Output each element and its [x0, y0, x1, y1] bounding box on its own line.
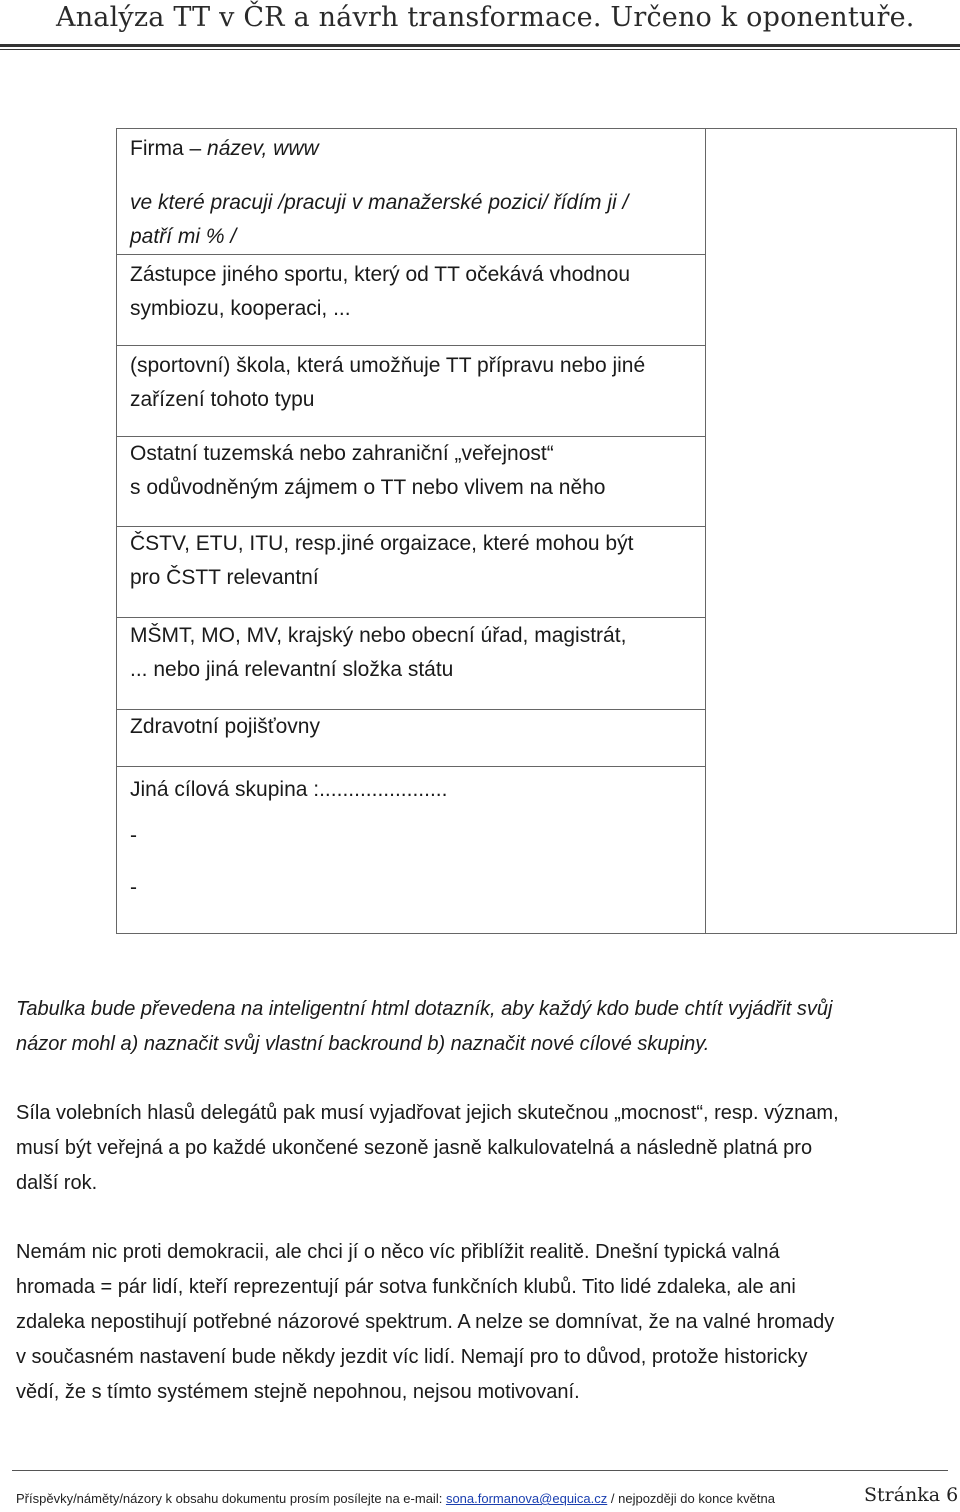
paragraph-line: musí být veřejná a po každé ukončené sezoně jasně kalkulovatelná a následně platná pro — [16, 1137, 813, 1159]
table-cell-line: (sportovní) škola, která umožňuje TT přípravu nebo jiné — [130, 354, 646, 377]
table-cell-line: ČSTV, ETU, ITU, resp.jiné orgaizace, které mohou být — [130, 532, 634, 555]
table-row — [117, 129, 957, 255]
table-cell-line: - — [130, 876, 137, 899]
table-cell-label — [117, 346, 706, 437]
paragraph-democracy — [16, 1235, 834, 1410]
paragraph-line: Nemám nic proti demokracii, ale chci jí o něco víc přiblížit realitě. Dnešní typická valná — [16, 1241, 780, 1263]
table-cell-label — [117, 255, 706, 346]
page-number: Stránka 6 — [864, 1484, 959, 1506]
footer-email-link[interactable]: sona.formanova@equica.cz — [445, 1491, 608, 1506]
table-cell-line: s odůvodněným zájmem o TT nebo vlivem na něho — [130, 476, 606, 499]
table-cell-line: Zdravotní pojišťovny — [130, 715, 320, 738]
table-cell-label — [117, 710, 706, 767]
table-cell-label — [117, 437, 706, 527]
table-cell-label — [117, 618, 706, 710]
table-cell-label — [117, 767, 706, 934]
paragraph-line: další rok. — [16, 1172, 98, 1194]
table-answer-column[interactable] — [706, 129, 957, 934]
header-rule-thin — [0, 49, 960, 50]
page-header — [0, 0, 960, 50]
firma-name-placeholder: název, www — [207, 137, 319, 160]
target-groups-table — [116, 128, 957, 934]
footer-rule — [12, 1470, 948, 1471]
table-cell-label — [117, 527, 706, 618]
table-cell-label — [117, 129, 706, 255]
table-cell-line: pro ČSTT relevantní — [130, 566, 319, 589]
paragraph-line: názor mohl a) naznačit svůj vlastní backround b) naznačit nové cílové skupiny. — [16, 1033, 710, 1055]
footer-note — [16, 1491, 775, 1506]
paragraph-line: v současném nastavení bude někdy jezdit víc lidí. Nemají pro to důvod, protože historicky — [16, 1346, 808, 1368]
table-cell-line: symbiozu, kooperaci, ... — [130, 297, 351, 320]
paragraph-line: Síla volebních hlasů delegátů pak musí vyjadřovat jejich skutečnou „mocnost“, resp. význam, — [16, 1102, 839, 1124]
table-cell-line: zařízení tohoto typu — [130, 388, 315, 411]
paragraph-table-note — [16, 992, 832, 1062]
paragraph-line: zdaleka nepostihují potřebné názorové spektrum. A nelze se domnívat, že na valné hromady — [16, 1311, 835, 1333]
header-rule-thick — [0, 44, 960, 47]
paragraph-line: Tabulka bude převedena na inteligentní html dotazník, aby každý kdo bude chtít vyjádřit svůj — [16, 998, 833, 1020]
paragraph-voting-power — [16, 1096, 839, 1201]
table-cell-line: MŠMT, MO, MV, krajský nebo obecní úřad, magistrát, — [130, 624, 627, 647]
table-cell-line: ... nebo jiná relevantní složka státu — [130, 658, 454, 681]
table-cell-line: Jiná cílová skupina :...................... — [130, 778, 448, 801]
footer-text-before: Příspěvky/náměty/názory k obsahu dokumentu prosím posílejte na e-mail: — [16, 1491, 446, 1506]
paragraph-line: hromada = pár lidí, kteří reprezentují pár sotva funkčních klubů. Tito lidé zdaleka, ale ani — [16, 1276, 796, 1298]
footer-text-after: / nejpozději do konce května — [607, 1491, 775, 1506]
table-cell-line: patří mi % / — [130, 225, 237, 248]
paragraph-line: vědí, že s tímto systémem stejně nepohnou, nejsou motivovaní. — [16, 1381, 580, 1403]
table-cell-line: ve které pracuji /pracuji v manažerské pozici/ řídím ji / — [130, 191, 629, 214]
header-title: Analýza TT v ČR a návrh transformace. Určeno k oponentuře. — [56, 2, 915, 33]
table-cell-line: Firma – název, www — [130, 137, 319, 160]
table-cell-line: Ostatní tuzemská nebo zahraniční „veřejnost“ — [130, 442, 554, 465]
table-cell-line: Zástupce jiného sportu, který od TT očekává vhodnou — [130, 263, 631, 286]
table-cell-line: - — [130, 824, 137, 847]
